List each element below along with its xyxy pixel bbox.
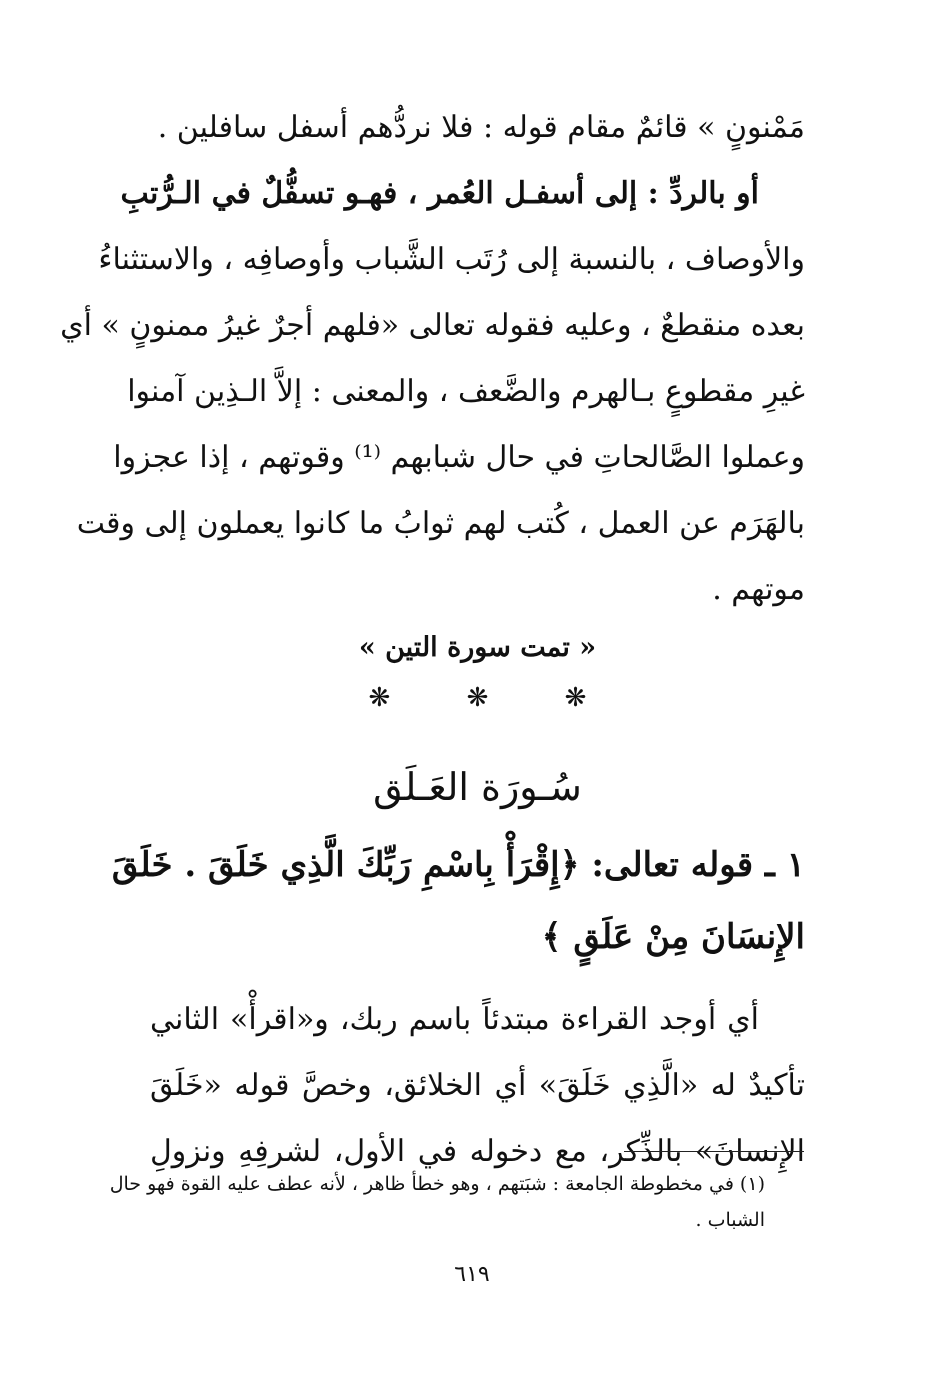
text-line: الإِنسانَ» بالذِّكر، مع دخوله في الأول، لشرفِهِ ونزولِ bbox=[150, 1134, 805, 1169]
text-line: مَمْنونٍ » قائمٌ مقام قوله : فلا نردُّهم أسفل سافلين . bbox=[157, 110, 805, 145]
page-body bbox=[60, 95, 805, 1185]
footnote-line: الشباب . bbox=[695, 1209, 765, 1231]
page-number: ٦١٩ bbox=[454, 1262, 490, 1287]
verse-line: الإِنسَانَ مِنْ عَلَقٍ ﴾ bbox=[541, 917, 805, 957]
footnote bbox=[109, 1166, 765, 1238]
text-line: بعده منقطعٌ ، وعليه فقوله تعالى «فلهم أجرٌ غيرُ ممنونٍ » أي bbox=[60, 308, 805, 343]
footnote-divider bbox=[624, 1151, 804, 1152]
text-line: بالهَرَم عن العمل ، كُتب لهم ثوابُ ما كانوا يعملون إلى وقت bbox=[76, 506, 805, 541]
text-line: والأوصاف ، بالنسبة إلى رُتَب الشَّباب وأوصافِه ، والاستثناءُ bbox=[98, 242, 805, 277]
surah-end-label: « تمت سورة التين » bbox=[358, 632, 597, 663]
text-line: وعملوا الصَّالحاتِ في حال شبابهم ⁽¹⁾ وقوتهم ، إذا عجزوا bbox=[113, 440, 805, 475]
text-line: غيرِ مقطوعٍ بـالهرم والضَّعف ، والمعنى : إلاَّ الـذِين آمنوا bbox=[127, 374, 805, 409]
text-line: موتهم . bbox=[712, 572, 805, 607]
text-line: أو بالردِّ : إلى أسفـل العُمر ، فهـو تسفُّلٌ في الـرُّتبِ bbox=[120, 176, 759, 211]
text-line: تأكيدٌ له «الَّذِي خَلَقَ» أي الخلائق، وخصَّ قوله «خَلَقَ bbox=[150, 1068, 805, 1103]
verse-line: ١ ـ قوله تعالى: ﴿إِقْرَأْ بِاسْمِ رَبِّكَ الَّذِي خَلَقَ . خَلَقَ bbox=[111, 845, 805, 885]
stars-divider: ❋ ❋ ❋ bbox=[368, 683, 621, 713]
text-line: أي أوجد القراءة مبتدئاً باسم ربك، و«اقرأْ» الثاني bbox=[150, 1002, 759, 1037]
footnote-line: (١) في مخطوطة الجامعة : شبَتهم ، وهو خطأ ظاهر ، لأنه عطف عليه القوة فهو حال bbox=[109, 1173, 765, 1195]
surah-title: سُـورَة العَـلَق bbox=[373, 765, 582, 809]
